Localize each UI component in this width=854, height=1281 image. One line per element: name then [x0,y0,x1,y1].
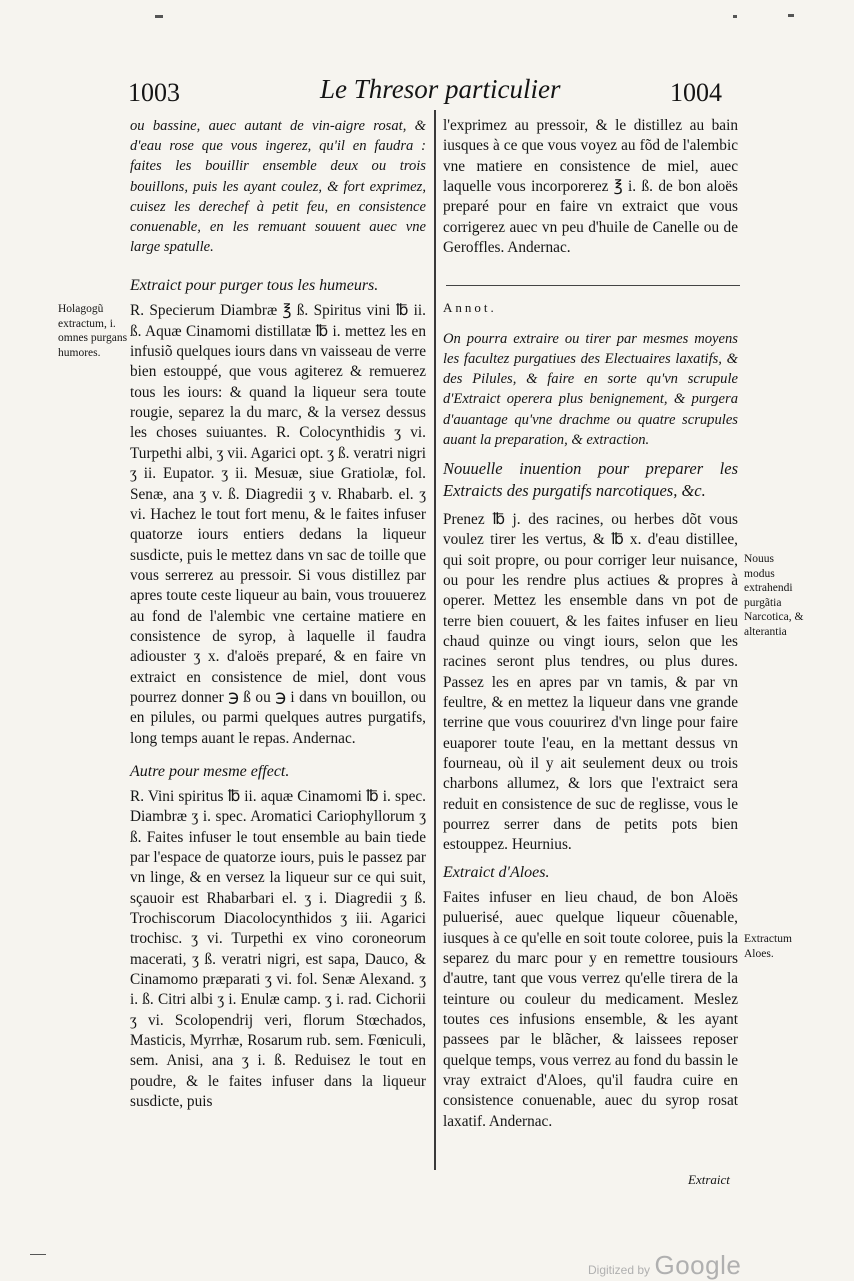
page-speck [788,14,794,17]
recipe-paragraph-2: R. Vini spiritus ℔ ii. aquæ Cinamomi ℔ i. spec. Diambræ ʒ i. spec. Aromatici Cariophyllorum ʒ ß. Faites infuser le tout ensemble au bain tiede par l'espace de quatorze iours, puis le passez par vn linge, & en versez la liqueur sur ce qui suit, sçauoir est Rhabarbari el. ʒ i. Diagredii ʒ ß. Trochiscorum Diacolocynthidos ʒ iii. Agarici trochisc. ʒ vi. Turpethi ex vino coroneorum macerati, ʒ ß. veratri nigri, est sapa, Dauco, & Cinamomo præparati ʒ vi. fol. Senæ Alexand. ʒ i. ß. Citri albi ʒ i. Enulæ camp. ʒ i. rad. Cichorii ʒ vi. Scolopendrij veri, florum Stœchados, Masticis, Myrrhæ, Rosarum rub. sem. Fœniculi, sem. Anisi, ana ʒ i. ß. Reduisez le tout en poudre, & le faites infuser dans la liqueur susdicte, puis [130,787,426,1111]
column-divider [434,110,436,1170]
annotation-label: Annot. [443,300,497,316]
heading-new-invention: Nouuelle inuention pour preparer les Extraicts des purgatifs narcotiques, &c. [443,458,738,500]
recipe-paragraph-continued: l'exprimez au pressoir, & le distillez au bain iusques à ce que vous voyez au fõd de l'alembic vne matiere en consistence de miel, auec laquelle vous incorporerez ℥ i. ß. de bon aloës preparé pour en faire vn extraict que vous corrigerez auec vn peu d'huile de Canelle ou de Geroffles. Andernac. [443,117,738,257]
page-speck [733,15,737,18]
page-mark [30,1254,46,1255]
heading-extract-aloes: Extraict d'Aloes. [443,863,550,881]
page-number-right: 1004 [670,78,722,107]
annotation-text: On pourra extraire ou tirer par mesmes moyens les facultez purgatiues des Electuaires laxatifs, & des Pilules, & faire en sorte qu'vn scrupule d'Extraict operera plus benignement, & purgera d'auantage qu'vne drachme ou quatre scrupules auant la preparation, & extraction. [443,330,738,448]
page-number-left: 1003 [128,78,180,107]
google-watermark [588,1250,741,1281]
watermark-digitized-text: Digitized by [588,1263,651,1277]
right-column [443,116,738,1132]
margin-note-nouus-modus: Nouus modus extrahendi purgãtia Narcotica, & alterantia [744,553,804,638]
heading-another-same-effect: Autre pour mesme effect. [130,762,290,780]
google-logo-text: Google [654,1250,742,1280]
left-column [130,116,426,1112]
running-head-title: Le Thresor particulier [320,74,561,104]
margin-note-extractum-aloes: Extractum Aloes. [744,933,792,960]
page-speck [155,15,163,18]
left-intro-text: ou bassine, auec autant de vin-aigre rosat, & d'eau rose que vous ingerez, qu'il en faudra : faites les bouillir ensemble deux ou trois bouillons, puis les ayant coulez, & fort exprimez, cuisez les derechef à petit feu, en consistence conuenable, en les remuant souuent auec vne large spatulle. [130,118,426,256]
recipe-paragraph-3: Prenez ℔ j. des racines, ou herbes dõt vous voulez tirer les vertus, & ℔ x. d'eau distillee, qui soit propre, ou pour corriger leur nuisance, ou pour les rendre plus actiues & propres à operer. Mettez les ensemble dans vn pot de terre bien couuert, & les faites infuser en lieu chaud quinze ou vingt iours, selon que les racines seront plus tendres, ou plus dures. Passez les en apres par vn tamis, & par vn feultre, & en mettez la liqueur dans vne grande terrine que vous couurirez d'vn linge pour faire euaporer toute l'eau, en la mettant dessus vn fourneau, où il y ait seulement deux ou trois charbons allumez, & lors que l'extraict sera reduit en consistence de suc de reglisse, vous le pourrez serrer dans de petits pots bien estouppez. Heurnius. [443,510,738,854]
recipe-paragraph-4: Faites infuser en lieu chaud, de bon Aloës puluerisé, auec quelque liqueur cõuenable, iusques à ce qu'elle en soit toute coloree, puis la separez du marc pour y en remettre tousiours d'autre, tant que vous verrez qu'elle tirera de la teinture ou couleur du medicament. Meslez toutes ces infusions ensemble, & les ayant passees par le blãcher, & laissees reposer quelque temps, vous verrez au fond du bassin le vray extraict d'Aloes, qu'il faudra cuire en consistence conuenable, auec du syrop rosat laxatif. Andernac. [443,888,738,1130]
heading-extract-purge-humours: Extraict pour purger tous les humeurs. [130,277,379,295]
margin-note-holagogum: Holagogũ extractum, i. omnes purgans humores. [58,303,128,359]
catchword: Extraict [688,1172,730,1187]
recipe-paragraph-1: R. Specierum Diambræ ℥ ß. Spiritus vini ℔ ii. ß. Aquæ Cinamomi distillatæ ℔ i. mettez les en infusiõ quelques iours dans vn vaisseau de verre bien estouppé, que vous agiterez & remuerez tous les iours: & quand la liqueur sera toute rougie, separez la du marc, & la versez dessus les choses suiuantes. R. Colocynthidis ʒ vi. Turpethi albi, ʒ vii. Agarici opt. ʒ ß. veratri nigri ʒ ii. Eupator. ʒ ii. Mesuæ, siue Gratiolæ, fol. Senæ, ana ʒ v. ß. Diagredii ʒ v. Rhabarb. el. ʒ vi. Hachez le tout fort menu, & le faites infuser quatorze iours entiers dedans la liqueur susdicte, puis le mettez dans vn sac de toille que vous serrerez au pressoir. Si vous distillez par apres toute ceste liqueur au bain, vous trouuerez au fond de l'alembic vne certaine matiere en consistence de syrop, à laquelle il faudra adiouster ʒ x. d'aloës preparé, & en faire vn extraict en consistence de miel, dont vous pourrez donner ℈ ß ou ℈ i dans vn bouillon, ou en pilules, ou parmi quelques autres purgatifs, long temps auant le repas. Andernac. [130,302,426,747]
